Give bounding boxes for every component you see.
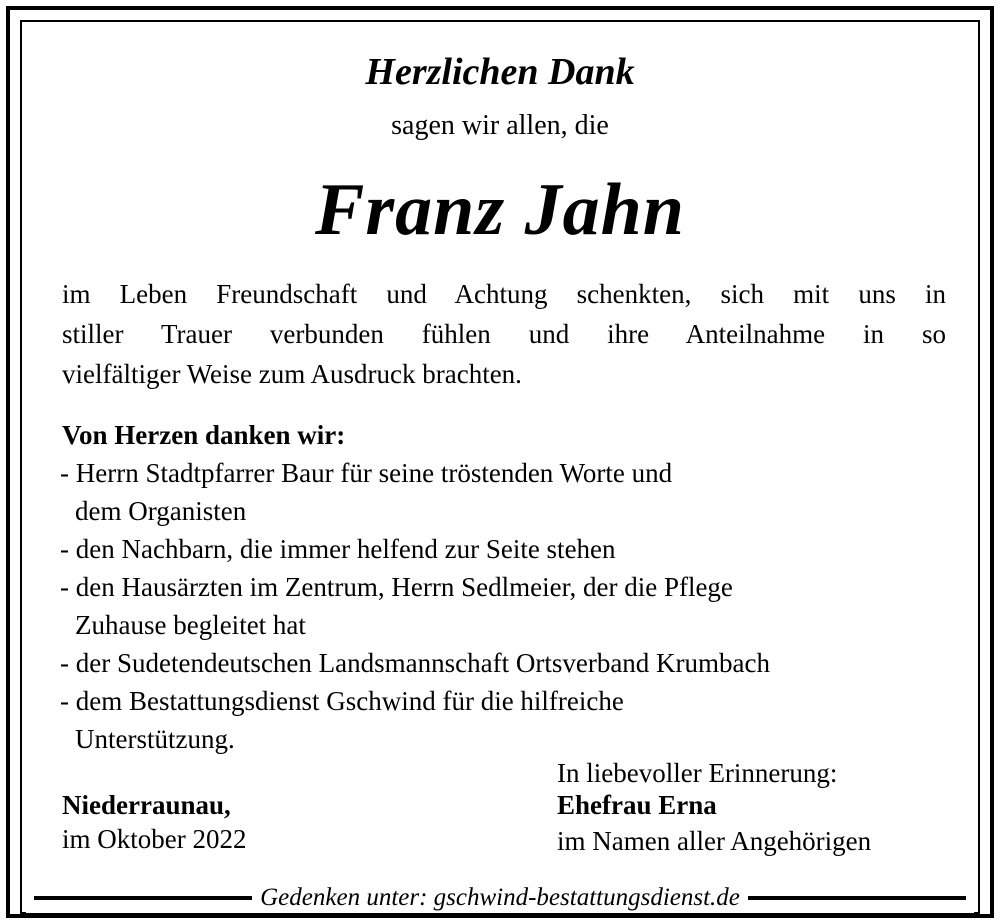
list-item-text: - der Sudetendeutschen Landsmannschaft Ortsverband Krumbach xyxy=(60,648,771,678)
paragraph-line: stiller Trauer verbunden fühlen und ihre Anteilnahme in so xyxy=(62,319,946,349)
on-behalf-line: im Namen aller Angehörigen xyxy=(557,826,872,856)
headline: Herzlichen Dank xyxy=(365,51,635,93)
paragraph-line: im Leben Freundschaft und Achtung schenkten, sich mit uns in xyxy=(62,279,946,309)
place-name: Niederraunau, xyxy=(62,790,231,820)
thanks-list xyxy=(60,454,770,758)
list-item-continuation: Zuhause begleitet hat xyxy=(75,610,306,640)
date-text: im Oktober 2022 xyxy=(62,824,247,854)
memory-line: In liebevoller Erinnerung: xyxy=(557,758,838,788)
spouse-name: Ehefrau Erna xyxy=(557,790,717,820)
deceased-name: Franz Jahn xyxy=(315,169,685,251)
list-item xyxy=(60,454,770,530)
footer xyxy=(26,883,974,913)
thanks-paragraph xyxy=(62,274,946,394)
footer-rule-right xyxy=(748,896,966,900)
list-item xyxy=(60,682,770,758)
list-item-text: - Herrn Stadtpfarrer Baur für seine tröstenden Worte und xyxy=(60,458,673,488)
list-item-text: - den Nachbarn, die immer helfend zur Seite stehen xyxy=(60,534,616,564)
list-item-continuation: dem Organisten xyxy=(75,496,247,526)
list-item-continuation: Unterstützung. xyxy=(75,724,235,754)
footer-text: Gedenken unter: gschwind-bestattungsdienst.de xyxy=(260,884,740,911)
list-item-text: - dem Bestattungsdienst Gschwind für die hilfreiche xyxy=(60,686,624,716)
list-item xyxy=(60,530,770,568)
list-item-text: - den Hausärzten im Zentrum, Herrn Sedlmeier, der die Pflege xyxy=(60,572,733,602)
list-item xyxy=(60,568,770,644)
list-item xyxy=(60,644,770,682)
intro-text: sagen wir allen, die xyxy=(391,110,609,141)
footer-rule-left xyxy=(34,896,252,900)
paragraph-line: vielfältiger Weise zum Ausdruck brachten. xyxy=(62,359,522,389)
thanks-heading: Von Herzen danken wir: xyxy=(62,420,346,450)
